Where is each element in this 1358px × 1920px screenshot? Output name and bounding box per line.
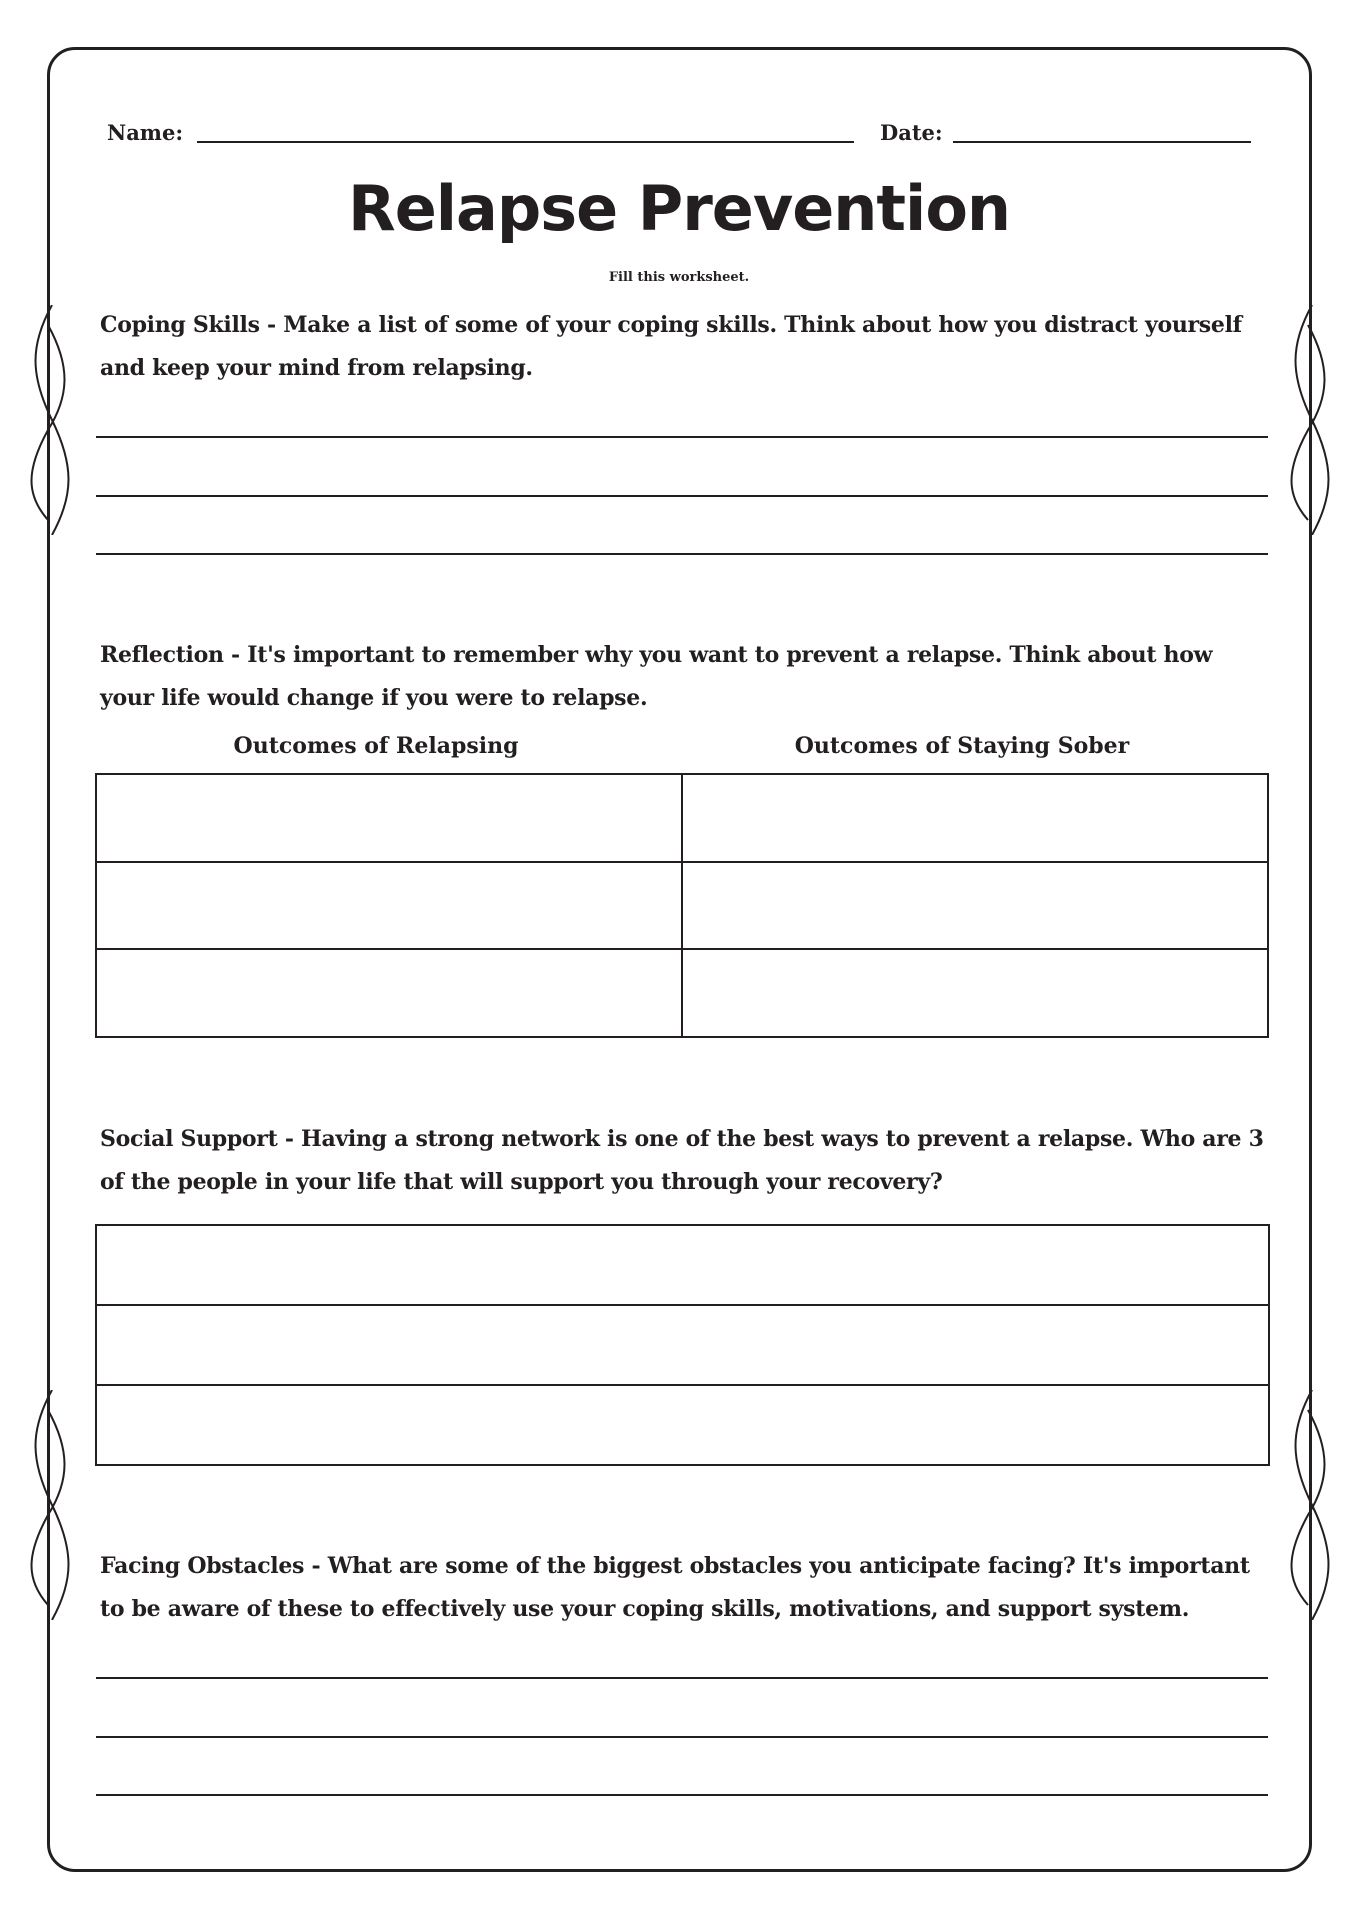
support-person-cell-2[interactable] (96, 1305, 1269, 1385)
sober-cell-2[interactable] (682, 862, 1268, 950)
sober-cell-1[interactable] (682, 774, 1268, 862)
page-title: Relapse Prevention (347, 172, 1011, 245)
obstacles-answer-line-3[interactable] (96, 1794, 1268, 1796)
squiggle-decoration-left-bottom (30, 1390, 70, 1620)
relapsing-cell-2[interactable] (96, 862, 682, 950)
reflection-prompt: Reflection - It's important to remember why you want to prevent a relapse. Think about how your life would change if you were to relapse. (100, 642, 1213, 711)
name-label: Name: (107, 120, 184, 145)
table-row (96, 1305, 1269, 1385)
reflection-table (95, 773, 1269, 1038)
date-field[interactable] (953, 141, 1251, 143)
table-row (96, 774, 1268, 862)
support-person-cell-1[interactable] (96, 1225, 1269, 1305)
table-row (96, 862, 1268, 950)
table-row (96, 949, 1268, 1037)
table-row (96, 1385, 1269, 1465)
relapsing-cell-1[interactable] (96, 774, 682, 862)
name-field[interactable] (197, 141, 854, 143)
coping-skills-prompt: Coping Skills - Make a list of some of your coping skills. Think about how you distract yourself and keep your mind from relapsing. (100, 312, 1242, 381)
support-person-cell-3[interactable] (96, 1385, 1269, 1465)
coping-answer-line-2[interactable] (96, 495, 1268, 497)
squiggle-decoration-right-bottom (1290, 1390, 1330, 1620)
column-header-relapsing: Outcomes of Relapsing (233, 733, 519, 759)
coping-answer-line-3[interactable] (96, 553, 1268, 555)
squiggle-decoration-left-top (30, 305, 70, 535)
page-subtitle: Fill this worksheet. (608, 270, 750, 285)
obstacles-answer-line-1[interactable] (96, 1677, 1268, 1679)
column-header-staying-sober: Outcomes of Staying Sober (794, 733, 1130, 759)
social-support-prompt: Social Support - Having a strong network is one of the best ways to prevent a relapse. Who are 3 of the people in your life that will support you through your recovery? (100, 1126, 1264, 1195)
squiggle-decoration-right-top (1290, 305, 1330, 535)
date-label: Date: (880, 120, 943, 145)
coping-answer-line-1[interactable] (96, 436, 1268, 438)
sober-cell-3[interactable] (682, 949, 1268, 1037)
obstacles-answer-line-2[interactable] (96, 1736, 1268, 1738)
social-support-table (95, 1224, 1270, 1466)
facing-obstacles-prompt: Facing Obstacles - What are some of the biggest obstacles you anticipate facing? It's important to be aware of these to effectively use your coping skills, motivations, and support system. (100, 1553, 1250, 1622)
relapsing-cell-3[interactable] (96, 949, 682, 1037)
table-row (96, 1225, 1269, 1305)
